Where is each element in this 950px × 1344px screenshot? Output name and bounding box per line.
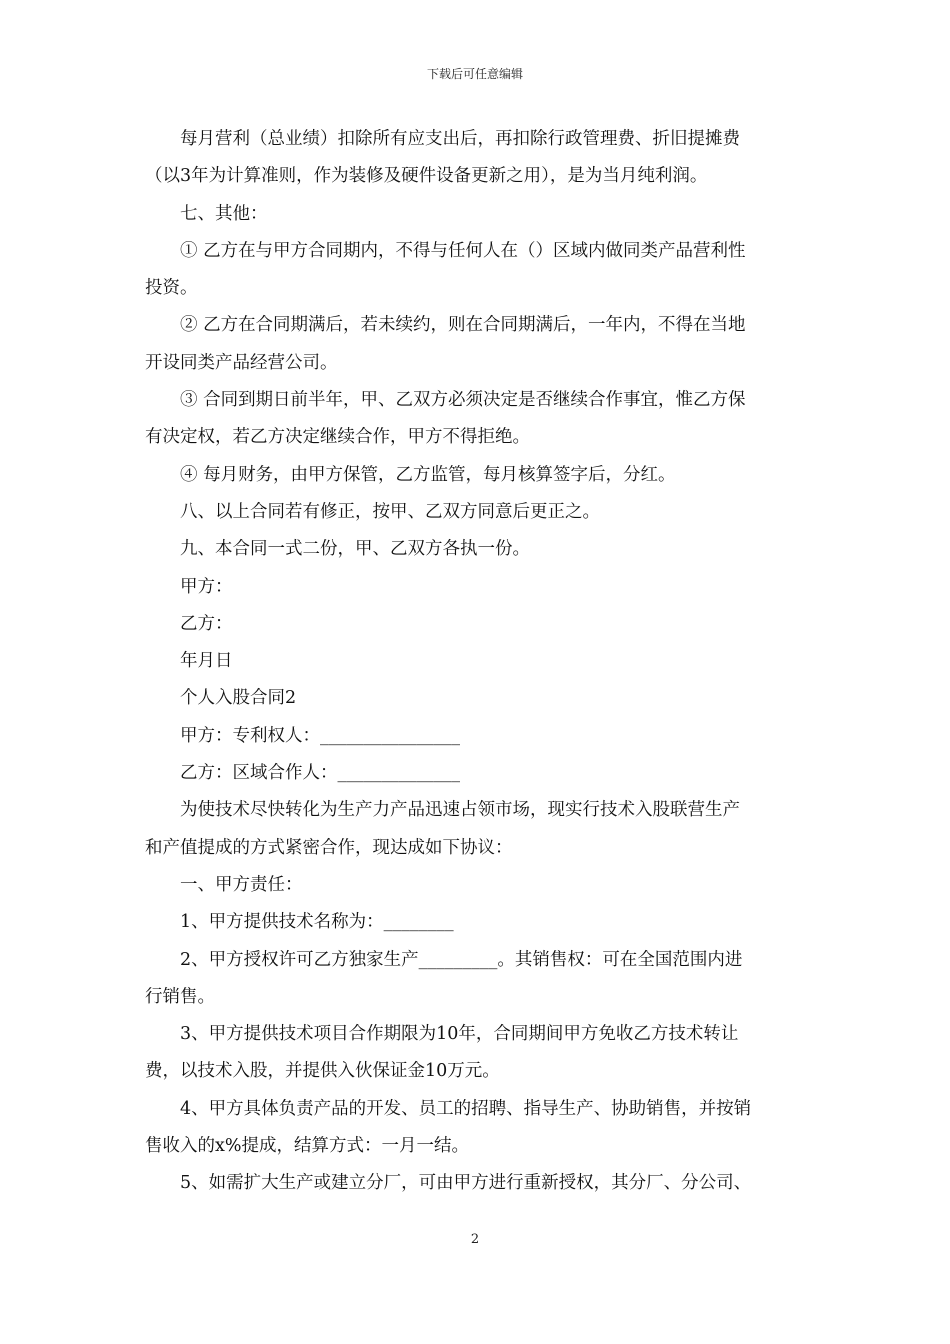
- text-line: 2、甲方授权许可乙方独家生产_________。其销售权：可在全国范围内进: [180, 949, 743, 970]
- text-line: 甲方：专利权人：________________: [180, 725, 460, 746]
- text-line: 5、如需扩大生产或建立分厂，可由甲方进行重新授权，其分厂、分公司、: [180, 1173, 752, 1194]
- text-line: 3、甲方提供技术项目合作期限为10年，合同期间甲方免收乙方技术转让: [180, 1024, 739, 1045]
- text-line: 开设同类产品经营公司。: [145, 352, 338, 373]
- text-line: 为使技术尽快转化为生产力产品迅速占领市场，现实行技术入股联营生产: [180, 800, 740, 821]
- text-line: ③ 合同到期日前半年，甲、乙双方必须决定是否继续合作事宜，惟乙方保: [180, 390, 746, 411]
- text-line: 七、其他：: [180, 203, 268, 224]
- text-line: 售收入的x%提成，结算方式：一月一结。: [145, 1136, 469, 1157]
- text-line: 年月日: [180, 651, 233, 672]
- text-line: 八、以上合同若有修正，按甲、乙双方同意后更正之。: [180, 501, 600, 522]
- text-line: 4、甲方具体负责产品的开发、员工的招聘、指导生产、协助销售，并按销: [180, 1098, 752, 1119]
- page-number: 2: [470, 1232, 480, 1247]
- text-line: 有决定权，若乙方决定继续合作，甲方不得拒绝。: [145, 427, 530, 448]
- text-line: 投资。: [145, 278, 198, 299]
- text-line: 甲方：: [180, 576, 233, 597]
- text-line: 和产值提成的方式紧密合作，现达成如下协议：: [145, 837, 513, 858]
- text-line: 乙方：区域合作人：______________: [180, 763, 460, 784]
- text-line: 1、甲方提供技术名称为：________: [180, 912, 454, 933]
- text-line: ④ 每月财务，由甲方保管，乙方监管，每月核算签字后，分红。: [180, 464, 676, 485]
- text-line: 每月营利（总业绩）扣除所有应支出后，再扣除行政管理费、折旧提摊费: [180, 129, 740, 149]
- document-body: [145, 121, 815, 1203]
- text-line: 行销售。: [145, 986, 215, 1007]
- text-line: （以3年为计算准则，作为装修及硬件设备更新之用），是为当月纯利润。: [145, 166, 708, 187]
- text-line: 乙方：: [180, 613, 233, 634]
- page-header: 下载后可任意编辑: [426, 67, 523, 81]
- text-line: 个人入股合同2: [180, 688, 297, 709]
- text-line: ② 乙方在合同期满后，若未续约，则在合同期满后，一年内，不得在当地: [180, 315, 746, 336]
- text-line: 九、本合同一式二份，甲、乙双方各执一份。: [180, 539, 530, 560]
- text-line: ① 乙方在与甲方合同期内，不得与任何人在（）区域内做同类产品营利性: [180, 240, 746, 261]
- text-line: 费，以技术入股，并提供入伙保证金10万元。: [145, 1061, 500, 1082]
- text-line: 一、甲方责任：: [180, 874, 303, 895]
